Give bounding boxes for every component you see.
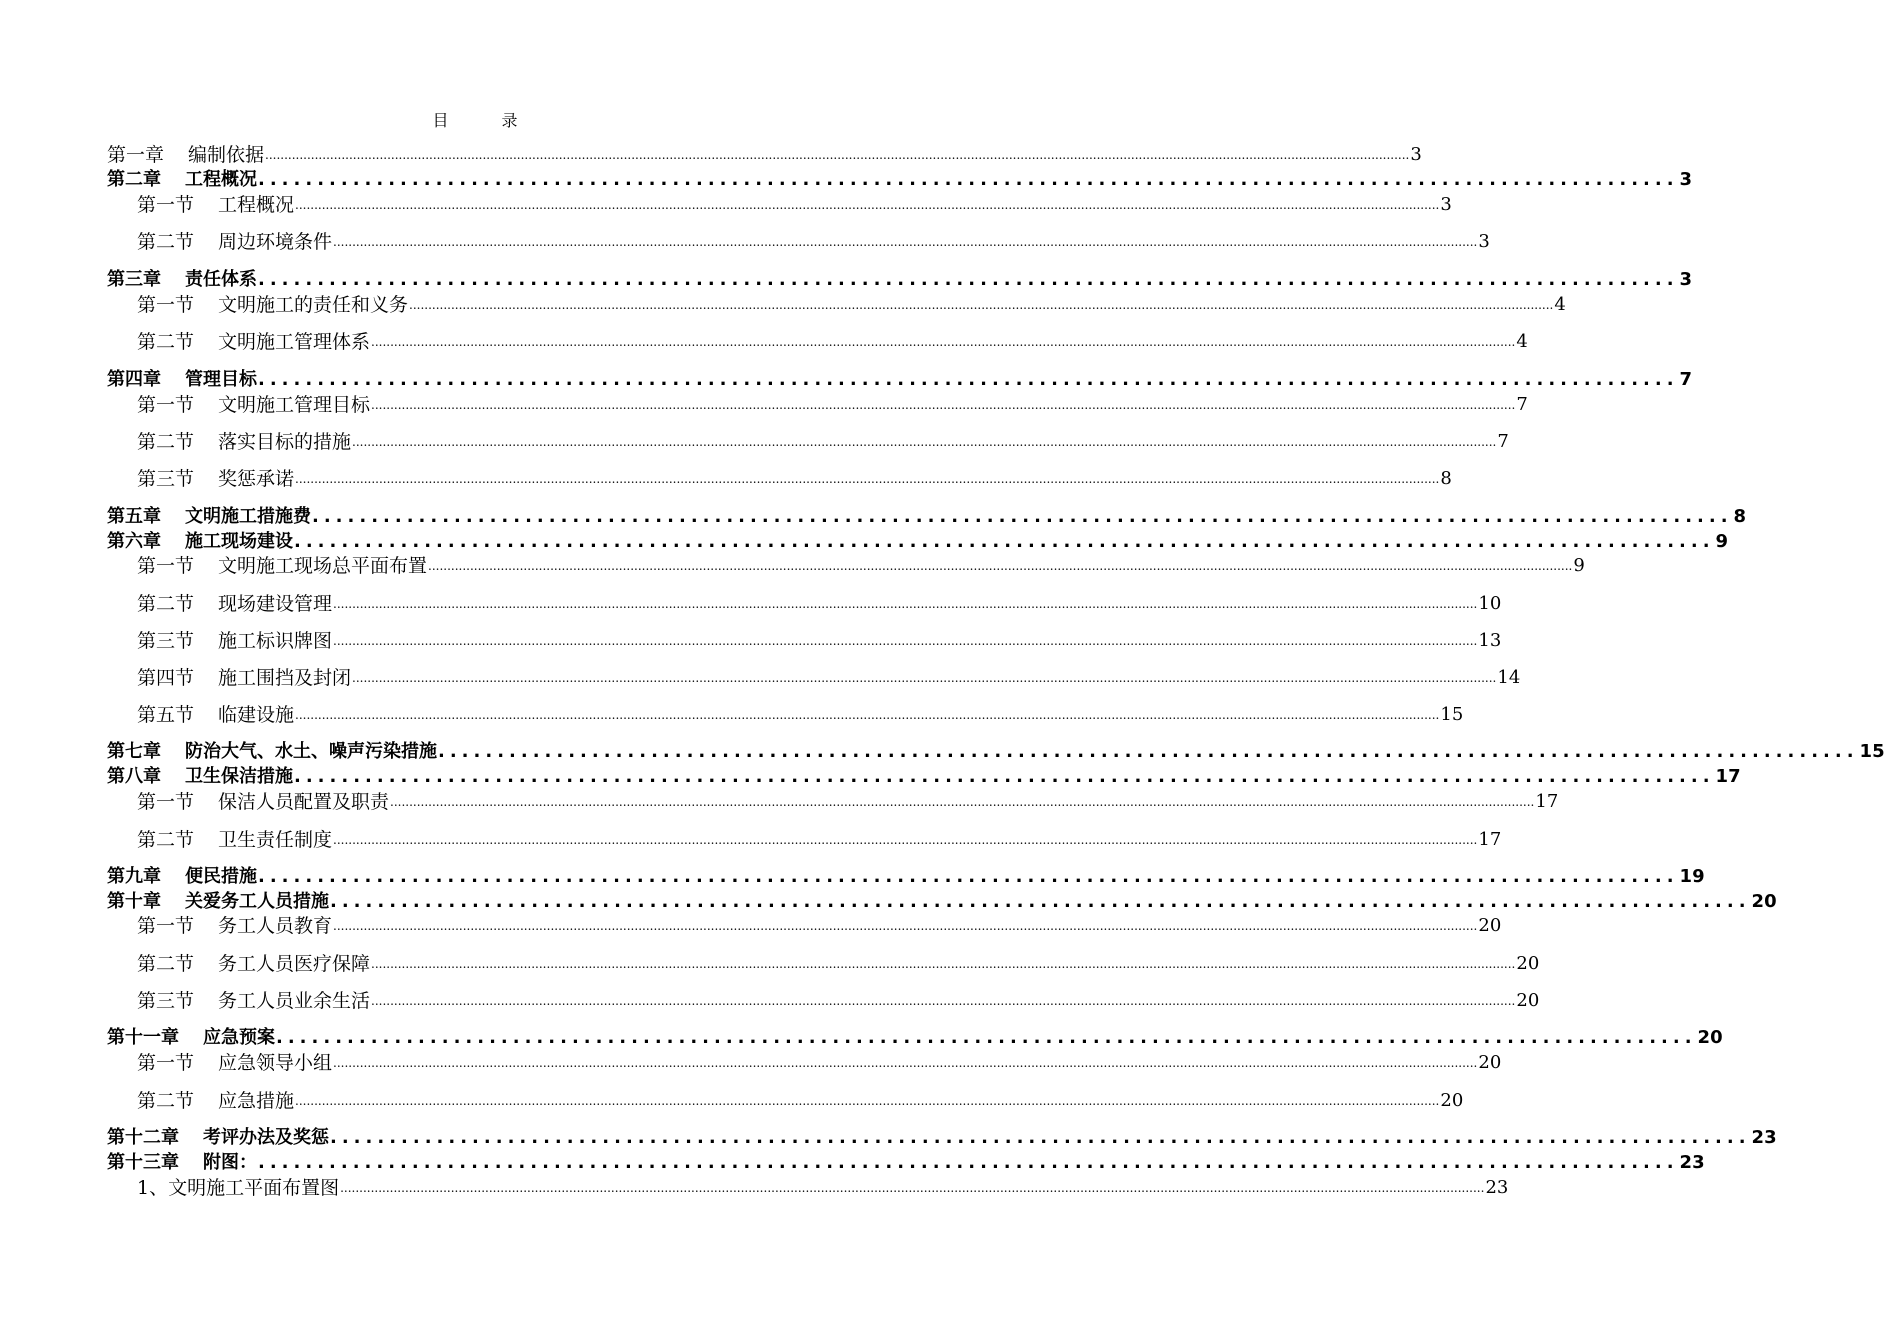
toc-entry-number: 第二节	[137, 593, 195, 615]
toc-entry-title: 文明施工现场总平面布置	[218, 555, 428, 577]
toc-chapter-entry[interactable]	[107, 1124, 1777, 1150]
toc-entry-title: 管理目标	[185, 369, 257, 390]
dot-leader: ............................................................................................................................................................................................................................................................................................................	[295, 708, 1440, 722]
toc-entry-label	[107, 740, 437, 764]
toc-page-number: 20	[1478, 1052, 1502, 1073]
toc-page-number: 3	[1679, 269, 1693, 290]
toc-entry-title: 关爱务工人员措施	[185, 891, 329, 912]
toc-page-number: 15	[1859, 741, 1885, 762]
toc-chapter-entry[interactable]	[107, 166, 1693, 192]
toc-entry-label	[107, 268, 257, 292]
toc-section-entry[interactable]	[137, 465, 1452, 491]
toc-chapter-entry[interactable]	[107, 738, 1885, 764]
toc-entry-label	[137, 828, 332, 852]
toc-entry-number: 第五章	[107, 506, 161, 527]
dot-leader: ........................................................................................................................	[258, 1152, 1679, 1173]
toc-entry-label	[137, 914, 332, 938]
toc-entry-number: 第二节	[137, 331, 195, 353]
toc-entry-number: 第一节	[137, 555, 195, 577]
dot-leader: ............................................................................................................................................................................................................................................................................................................	[371, 335, 1516, 349]
toc-section-entry[interactable]	[137, 987, 1540, 1013]
toc-entry-label	[137, 1051, 332, 1075]
toc-page-number: 20	[1440, 1090, 1464, 1111]
toc-page-number: 23	[1751, 1127, 1777, 1148]
toc-entry-label	[137, 1089, 294, 1113]
toc-entry-number: 第十章	[107, 891, 161, 912]
toc-chapter-entry[interactable]	[107, 1149, 1705, 1175]
toc-entry-label	[137, 1176, 339, 1200]
toc-entry-title: 便民措施	[185, 866, 257, 887]
toc-entry-title: 考评办法及奖惩	[203, 1127, 329, 1148]
toc-entry-label	[107, 530, 293, 554]
toc-entry-title: 保洁人员配置及职责	[218, 791, 390, 813]
dot-leader: ............................................................................................................................................................................................................................................................................................................	[295, 472, 1440, 486]
toc-entry-number: 第三节	[137, 990, 195, 1012]
toc-page-number: 14	[1497, 667, 1521, 688]
toc-page-number: 10	[1478, 593, 1502, 614]
toc-page-number: 9	[1573, 555, 1585, 576]
toc-page-number: 9	[1715, 531, 1729, 552]
toc-section-entry[interactable]	[137, 391, 1528, 417]
page-title: 目 录	[432, 111, 542, 130]
dot-leader: ............................................................................................................................................................................................................................................................................................................	[371, 398, 1516, 412]
toc-section-entry[interactable]	[137, 1049, 1502, 1075]
toc-chapter-entry[interactable]	[107, 528, 1729, 554]
toc-page-number: 4	[1554, 294, 1566, 315]
toc-page-number: 20	[1516, 990, 1540, 1011]
toc-chapter-entry[interactable]	[107, 1024, 1723, 1050]
dot-leader: ........................................................................................................................	[312, 506, 1733, 527]
toc-entry-number: 第五节	[137, 704, 195, 726]
toc-entry-label	[137, 430, 351, 454]
dot-leader: ........................................................................................................................	[330, 891, 1751, 912]
toc-section-entry[interactable]	[137, 291, 1566, 317]
toc-page-number: 13	[1478, 630, 1502, 651]
toc-entry-label	[107, 865, 257, 889]
toc-entry-title: 应急领导小组	[218, 1052, 333, 1074]
toc-entry-number: 第二节	[137, 231, 195, 253]
toc-entry-title: 应急预案	[203, 1027, 275, 1048]
toc-entry-label	[137, 952, 370, 976]
dot-leader: ........................................................................................................................	[258, 169, 1679, 190]
toc-entry-title: 文明施工措施费	[185, 506, 311, 527]
toc-entry-title: 工程概况	[185, 169, 257, 190]
toc-entry-number: 第一节	[137, 294, 195, 316]
dot-leader: ........................................................................................................................	[258, 866, 1679, 887]
toc-entry-label	[107, 1126, 329, 1150]
toc-section-entry[interactable]	[137, 664, 1521, 690]
toc-page-number: 7	[1497, 431, 1509, 452]
dot-leader: ............................................................................................................................................................................................................................................................................................................	[333, 1056, 1478, 1070]
toc-entry-title: 务工人员教育	[218, 915, 333, 937]
toc-entry-label	[137, 790, 389, 814]
toc-page-number: 3	[1410, 144, 1422, 165]
dot-leader: ........................................................................................................................	[258, 369, 1679, 390]
toc-entry-number: 第四章	[107, 369, 161, 390]
toc-section-entry[interactable]	[137, 627, 1502, 653]
toc-page-number: 20	[1751, 891, 1777, 912]
dot-leader: ............................................................................................................................................................................................................................................................................................................	[333, 833, 1478, 847]
toc-entry-title: 文明施工管理体系	[218, 331, 371, 353]
toc-section-entry[interactable]	[137, 826, 1502, 852]
toc-page-number: 3	[1478, 231, 1490, 252]
toc-entry-title: 施工标识牌图	[218, 630, 333, 652]
toc-entry-title: 周边环境条件	[218, 231, 333, 253]
toc-chapter-entry[interactable]	[107, 763, 1741, 789]
toc-entry-label	[137, 629, 332, 653]
dot-leader: ........................................................................................................................	[276, 1027, 1697, 1048]
toc-entry-label	[137, 554, 427, 578]
toc-entry-number: 第七章	[107, 741, 161, 762]
toc-entry-label	[107, 505, 311, 529]
toc-chapter-entry[interactable]	[107, 503, 1747, 529]
toc-page-number: 20	[1478, 915, 1502, 936]
toc-entry-title: 奖惩承诺	[218, 468, 295, 490]
toc-chapter-entry[interactable]	[107, 141, 1422, 167]
toc-page-number: 17	[1478, 829, 1502, 850]
toc-entry-title: 施工围挡及封闭	[218, 667, 352, 689]
toc-page-number: 3	[1679, 169, 1693, 190]
toc-section-entry[interactable]	[137, 1087, 1464, 1113]
toc-entry-number: 第二节	[137, 431, 195, 453]
toc-entry-label	[107, 890, 329, 914]
dot-leader: ........................................................................................................................	[294, 766, 1715, 787]
toc-entry-number: 第一节	[137, 394, 195, 416]
toc-page-number: 20	[1697, 1027, 1723, 1048]
toc-entry-title: 卫生保洁措施	[185, 766, 293, 787]
toc-entry-number: 第十一章	[107, 1027, 179, 1048]
toc-entry-number: 第十三章	[107, 1152, 179, 1173]
toc-entry-label	[107, 1026, 275, 1050]
toc-page-number: 3	[1440, 194, 1452, 215]
toc-entry-label	[107, 143, 264, 167]
toc-page-number: 7	[1516, 394, 1528, 415]
toc-entry-label	[137, 703, 294, 727]
toc-chapter-entry[interactable]	[107, 366, 1693, 392]
toc-entry-label	[137, 989, 370, 1013]
toc-page-number: 23	[1485, 1177, 1509, 1198]
toc-entry-title: 卫生责任制度	[218, 829, 333, 851]
toc-entry-number: 第六章	[107, 531, 161, 552]
toc-section-entry[interactable]	[137, 912, 1502, 938]
toc-page-number: 8	[1440, 468, 1452, 489]
toc-entry-title: 编制依据	[188, 144, 265, 166]
dot-leader: ........................................................................................................................	[438, 741, 1859, 762]
toc-page-number: 4	[1516, 331, 1528, 352]
dot-leader: ............................................................................................................................................................................................................................................................................................................	[265, 148, 1410, 162]
dot-leader: ............................................................................................................................................................................................................................................................................................................	[340, 1181, 1485, 1195]
toc-entry-title: 工程概况	[218, 194, 295, 216]
toc-entry-title: 应急措施	[218, 1090, 295, 1112]
toc-entry-title: 文明施工管理目标	[218, 394, 371, 416]
dot-leader: ............................................................................................................................................................................................................................................................................................................	[409, 298, 1554, 312]
toc-entry-number: 第三章	[107, 269, 161, 290]
toc-entry-number: 第二节	[137, 953, 195, 975]
toc-entry-label	[137, 666, 351, 690]
toc-entry-title: 施工现场建设	[185, 531, 293, 552]
dot-leader: ............................................................................................................................................................................................................................................................................................................	[333, 634, 1478, 648]
toc-entry-title: 1、文明施工平面布置图	[137, 1177, 340, 1199]
toc-section-entry[interactable]	[137, 552, 1585, 578]
dot-leader: ............................................................................................................................................................................................................................................................................................................	[295, 198, 1440, 212]
dot-leader: ............................................................................................................................................................................................................................................................................................................	[333, 597, 1478, 611]
toc-entry-title: 务工人员医疗保障	[218, 953, 371, 975]
dot-leader: ............................................................................................................................................................................................................................................................................................................	[352, 671, 1497, 685]
toc-entry-number: 第一节	[137, 915, 195, 937]
toc-entry-title: 防治大气、水土、噪声污染措施	[185, 741, 437, 762]
toc-section-entry[interactable]	[137, 1174, 1509, 1200]
dot-leader: ............................................................................................................................................................................................................................................................................................................	[333, 919, 1478, 933]
toc-page-number: 17	[1535, 791, 1559, 812]
dot-leader: ........................................................................................................................	[258, 269, 1679, 290]
dot-leader: ............................................................................................................................................................................................................................................................................................................	[295, 1094, 1440, 1108]
dot-leader: ............................................................................................................................................................................................................................................................................................................	[352, 435, 1497, 449]
toc-entry-number: 第一章	[107, 144, 165, 166]
toc-section-entry[interactable]	[137, 428, 1509, 454]
toc-page-number: 19	[1679, 866, 1705, 887]
toc-entry-title: 附图：	[203, 1152, 257, 1173]
toc-entry-label	[107, 368, 257, 392]
toc-entry-label	[137, 230, 332, 254]
toc-section-entry[interactable]	[137, 191, 1452, 217]
toc-page-number: 7	[1679, 369, 1693, 390]
toc-entry-label	[137, 330, 370, 354]
toc-page-number: 15	[1440, 704, 1464, 725]
toc-entry-label	[107, 765, 293, 789]
toc-section-entry[interactable]	[137, 590, 1502, 616]
toc-entry-number: 第一节	[137, 1052, 195, 1074]
dot-leader: ............................................................................................................................................................................................................................................................................................................	[333, 235, 1478, 249]
dot-leader: ........................................................................................................................	[294, 531, 1715, 552]
toc-entry-number: 第九章	[107, 866, 161, 887]
toc-entry-title: 临建设施	[218, 704, 295, 726]
toc-section-entry[interactable]	[137, 701, 1464, 727]
toc-entry-title: 责任体系	[185, 269, 257, 290]
toc-entry-label	[137, 193, 294, 217]
toc-entry-number: 第一节	[137, 791, 195, 813]
toc-section-entry[interactable]	[137, 328, 1528, 354]
toc-chapter-entry[interactable]	[107, 888, 1777, 914]
dot-leader: ............................................................................................................................................................................................................................................................................................................	[371, 957, 1516, 971]
toc-entry-label	[137, 467, 294, 491]
toc-entry-label	[137, 393, 370, 417]
toc-entry-label	[137, 592, 332, 616]
toc-entry-number: 第十二章	[107, 1127, 179, 1148]
toc-entry-title: 务工人员业余生活	[218, 990, 371, 1012]
toc-entry-number: 第一节	[137, 194, 195, 216]
dot-leader: ........................................................................................................................	[330, 1127, 1751, 1148]
toc-entry-title: 现场建设管理	[218, 593, 333, 615]
dot-leader: ............................................................................................................................................................................................................................................................................................................	[428, 559, 1573, 573]
toc-entry-label	[137, 293, 408, 317]
toc-chapter-entry[interactable]	[107, 863, 1705, 889]
toc-entry-number: 第四节	[137, 667, 195, 689]
toc-section-entry[interactable]	[137, 788, 1559, 814]
toc-section-entry[interactable]	[137, 950, 1540, 976]
toc-entry-title: 文明施工的责任和义务	[218, 294, 409, 316]
toc-entry-label	[107, 168, 257, 192]
toc-page-number: 17	[1715, 766, 1741, 787]
toc-entry-number: 第二节	[137, 829, 195, 851]
toc-chapter-entry[interactable]	[107, 266, 1693, 292]
toc-entry-title: 落实目标的措施	[218, 431, 352, 453]
toc-page-number: 20	[1516, 953, 1540, 974]
toc-entry-number: 第三节	[137, 630, 195, 652]
toc-entry-number: 第二章	[107, 169, 161, 190]
toc-entry-label	[107, 1151, 257, 1175]
toc-entry-number: 第三节	[137, 468, 195, 490]
toc-section-entry[interactable]	[137, 228, 1490, 254]
toc-page-number: 23	[1679, 1152, 1705, 1173]
toc-entry-number: 第八章	[107, 766, 161, 787]
toc-page-number: 8	[1733, 506, 1747, 527]
dot-leader: ............................................................................................................................................................................................................................................................................................................	[371, 994, 1516, 1008]
toc-entry-number: 第二节	[137, 1090, 195, 1112]
dot-leader: ............................................................................................................................................................................................................................................................................................................	[390, 795, 1535, 809]
